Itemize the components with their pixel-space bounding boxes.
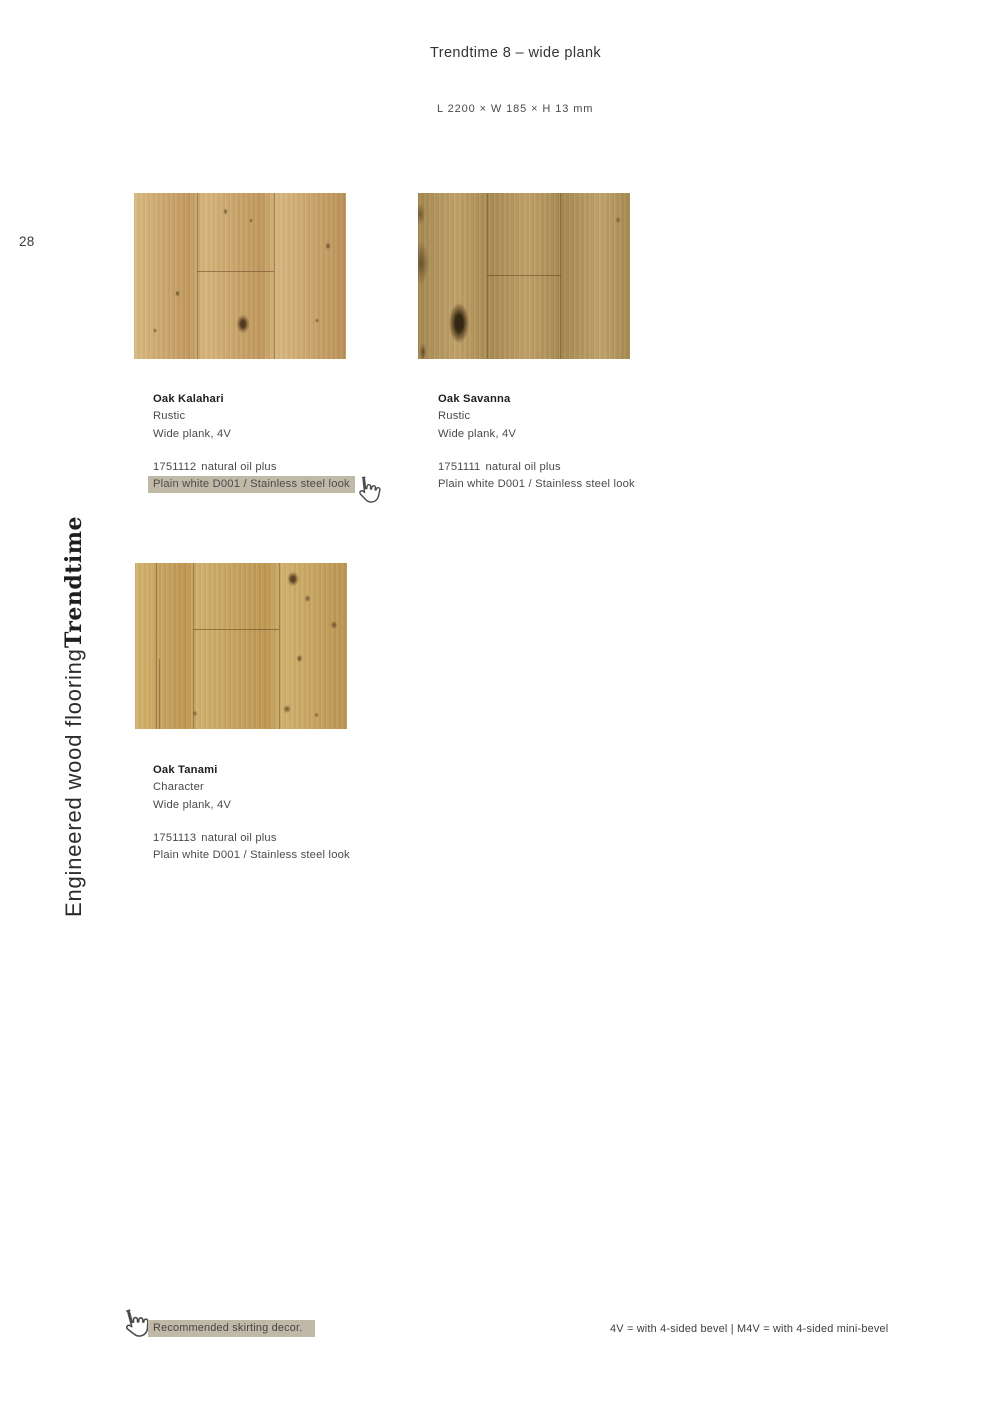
bevel-legend: 4V = with 4-sided bevel | M4V = with 4-sided mini-bevel — [610, 1323, 889, 1335]
product-decor-line — [153, 476, 355, 493]
product-decor-line — [438, 476, 635, 493]
product-format: Wide plank, 4V — [153, 798, 232, 811]
product-grade: Rustic — [153, 410, 186, 423]
article-number: 1751113 — [153, 831, 197, 844]
skirting-decor-text: Plain white D001 / Stainless steel look — [438, 478, 635, 491]
skirting-note-link[interactable]: Recommended skirting decor. — [148, 1320, 315, 1337]
product-grade: Rustic — [438, 410, 471, 423]
product-grade: Character — [153, 781, 204, 794]
hand-pointer-icon — [352, 473, 382, 507]
article-number: 1751112 — [153, 460, 197, 473]
skirting-decor-link[interactable]: Plain white D001 / Stainless steel look — [148, 476, 355, 493]
product-photo-oak-kalahari — [134, 193, 346, 359]
page-title: Trendtime 8 – wide plank — [430, 45, 602, 61]
page-number: 28 — [19, 234, 35, 249]
product-info-oak-savanna — [438, 391, 635, 493]
product-name: Oak Tanami — [153, 764, 218, 776]
surface-finish: natural oil plus — [201, 831, 277, 844]
product-name: Oak Kalahari — [153, 393, 224, 405]
product-photo-oak-savanna — [418, 193, 630, 359]
product-article-line — [438, 459, 635, 476]
product-info-oak-kalahari — [153, 391, 355, 493]
skirting-note-line — [153, 1322, 315, 1334]
product-format: Wide plank, 4V — [153, 427, 232, 440]
product-dimensions: L 2200 × W 185 × H 13 mm — [437, 103, 594, 115]
product-info-oak-tanami — [153, 762, 350, 864]
sidebar-vertical-label — [56, 505, 92, 917]
product-article-line — [153, 459, 355, 476]
surface-finish: natural oil plus — [201, 460, 277, 473]
product-article-line — [153, 830, 350, 847]
product-decor-line — [153, 847, 350, 864]
product-name: Oak Savanna — [438, 393, 511, 405]
surface-finish: natural oil plus — [485, 460, 561, 473]
product-photo-oak-tanami — [135, 563, 347, 729]
sidebar-brand-label: Trendtime — [61, 516, 87, 649]
product-format: Wide plank, 4V — [438, 427, 517, 440]
article-number: 1751111 — [438, 460, 481, 473]
skirting-decor-text: Plain white D001 / Stainless steel look — [153, 849, 350, 862]
sidebar-category-label: Engineered wood flooring — [61, 648, 86, 917]
